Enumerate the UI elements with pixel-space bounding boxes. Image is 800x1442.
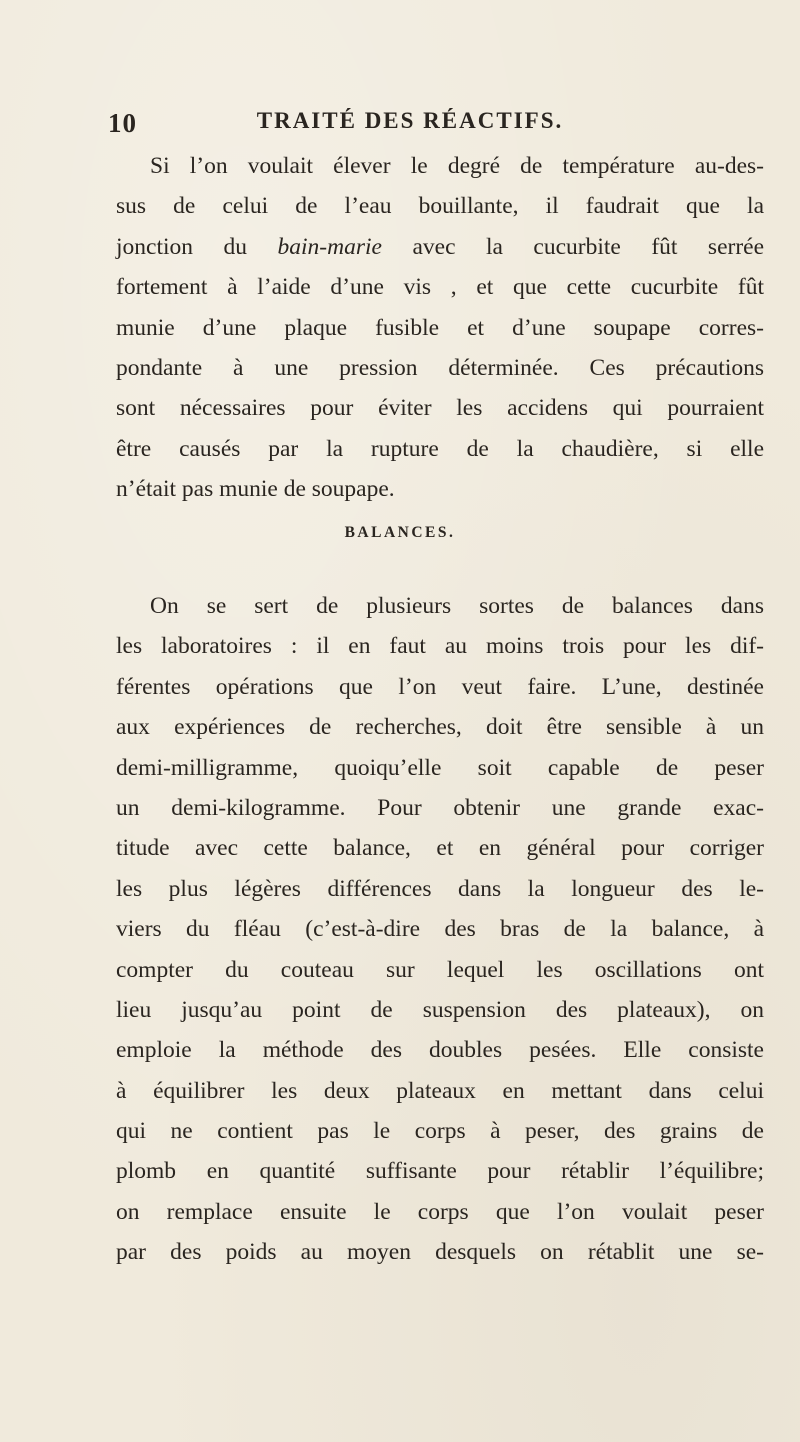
italic-term: bain-marie <box>277 233 382 260</box>
page-header <box>108 102 712 142</box>
text-line: pondante à une pression déterminée. Ces précautions <box>116 354 764 381</box>
text-fragment: jonction du <box>116 233 248 260</box>
text-line: férentes opérations que l’on veut faire. L’une, destinée <box>116 673 764 700</box>
text-line: fortement à l’aide d’une vis , et que cette cucurbite fût <box>116 274 764 301</box>
text-line: n’était pas munie de soupape. <box>116 476 395 503</box>
text-line: Si l’on voulait élever le degré de température au-des- <box>150 153 764 179</box>
running-title: TRAITÉ DES RÉACTIFS. <box>256 108 564 133</box>
text-line: munie d’une plaque fusible et d’une soupape corres- <box>116 314 764 341</box>
text-line: sus de celui de l’eau bouillante, il faudrait que la <box>116 193 764 220</box>
text-line: par des poids au moyen desquels on rétablit une se- <box>116 1239 764 1266</box>
text-line: demi-milligramme, quoiqu’elle soit capable de peser <box>116 754 764 781</box>
text-line: qui ne contient pas le corps à peser, des grains de <box>116 1118 764 1145</box>
text-line: plomb en quantité suffisante pour rétablir l’équilibre; <box>116 1158 764 1185</box>
text-line: viers du fléau (c’est-à-dire des bras de la balance, à <box>116 916 764 943</box>
text-line: être causés par la rupture de la chaudière, si elle <box>116 435 764 462</box>
page-number: 10 <box>108 108 137 138</box>
text-line: un demi-kilogramme. Pour obtenir une grande exac- <box>116 794 764 821</box>
text-line: aux expériences de recherches, doit être sensible à un <box>116 714 764 741</box>
section-heading: BALANCES. <box>344 524 456 541</box>
paragraph-boiling-temperature <box>116 146 764 510</box>
text-line: on remplace ensuite le corps que l’on voulait peser <box>116 1198 764 1225</box>
text-line: à équilibrer les deux plateaux en mettant dans celui <box>116 1077 764 1104</box>
text-line: les plus légères différences dans la longueur des le- <box>116 875 764 902</box>
text-line: On se sert de plusieurs sortes de balances dans <box>150 593 764 619</box>
text-line: emploie la méthode des doubles pesées. Elle consiste <box>116 1037 764 1064</box>
text-fragment: avec la cucurbite fût serrée <box>412 233 765 260</box>
text-line <box>116 227 764 267</box>
paragraph-balances <box>116 586 764 1273</box>
text-line: lieu jusqu’au point de suspension des plateaux), on <box>116 996 764 1023</box>
text-line: titude avec cette balance, et en général pour corriger <box>116 835 764 862</box>
text-line: compter du couteau sur lequel les oscillations ont <box>116 956 764 983</box>
text-line: les laboratoires : il en faut au moins trois pour les dif- <box>116 633 764 660</box>
text-line: sont nécessaires pour éviter les accidens qui pourraient <box>116 395 764 422</box>
